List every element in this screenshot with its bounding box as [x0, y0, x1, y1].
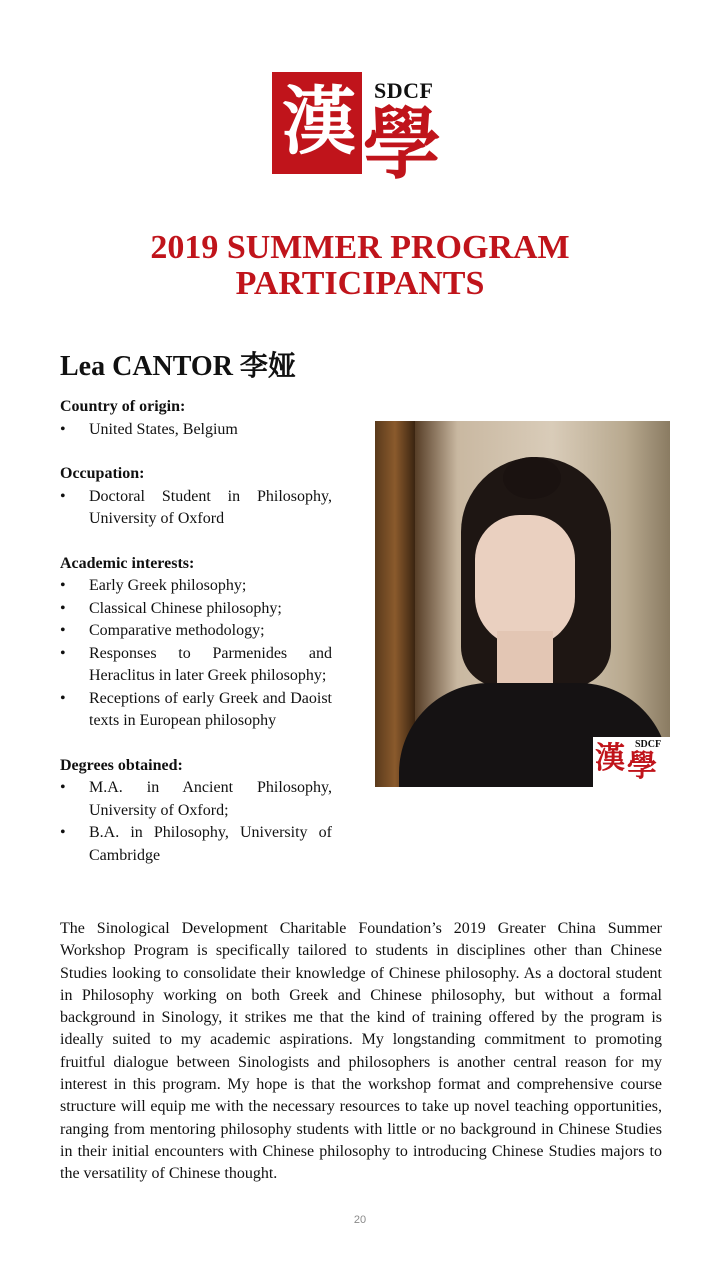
bullet-item: • Classical Chinese philosophy;	[60, 598, 332, 621]
badge-glyph-han: 漢	[595, 741, 625, 776]
bullet-item: • Doctoral Student in Philosophy, University of Oxford	[60, 486, 332, 531]
section-heading: Country of origin:	[60, 398, 186, 415]
page-title	[0, 230, 720, 302]
badge-glyph-xue: 學	[627, 749, 657, 784]
logo-org-text: SDCF	[374, 78, 434, 103]
section-heading: Academic interests:	[60, 554, 195, 572]
photo-face	[475, 515, 575, 647]
bullet-item: • M.A. in Ancient Philosophy, University of Oxford;	[60, 777, 332, 822]
page-number: 20	[353, 1214, 367, 1226]
photo-logo-badge	[593, 737, 670, 787]
statement-paragraph: The Sinological Development Charitable Foundation’s 2019 Greater China Summer Workshop Program is specifically tailored to students in disciplines other than Chinese Studies looking to consolidate their knowledge of Chinese philosophy. As a doctoral student in Philosophy working on both Greek and Chinese philosophy, but without a formal background in Sinology, it strikes me that the kind of training offered by the program is ideally suited to my academic aspirations. My longstanding commitment to promoting fruitful dialogue between Sinologists and philosophers is another central reason for my interest in this program. My hope is that the workshop format and comprehensive course structure will equip me with the necessary resources to take up novel teaching opportunities, ranging from mentoring philosophy students with little or no background in Chinese Studies in their initial encounters with Chinese philosophy to introducing Chinese Studies majors to the versatility of Chinese thought.	[60, 920, 662, 1183]
badge-org-text: SDCF	[635, 739, 662, 750]
participant-photo	[375, 421, 670, 787]
bullet-item: • Responses to Parmenides and Heraclitus in later Greek philosophy;	[60, 643, 332, 688]
bullet-item: • B.A. in Philosophy, University of Cambridge	[60, 822, 332, 867]
logo-glyph-han: 漢	[282, 79, 356, 165]
section-country	[60, 396, 332, 441]
logo-glyph-xue: 學	[362, 99, 441, 190]
bullet-list	[60, 777, 332, 867]
sdcf-logo	[272, 72, 450, 194]
section-occupation	[60, 463, 332, 531]
bullet-item: • Comparative methodology;	[60, 620, 332, 643]
bullet-list	[60, 486, 332, 531]
section-heading: Degrees obtained:	[60, 756, 183, 774]
page-title-line-1: 2019 SUMMER PROGRAM	[150, 229, 570, 266]
participant-info	[60, 396, 332, 889]
bullet-item: • Receptions of early Greek and Daoist texts in European philosophy	[60, 688, 332, 733]
page-title-line-2: PARTICIPANTS	[235, 265, 485, 302]
bullet-list	[60, 575, 332, 733]
participant-name: Lea CANTOR 李娅	[60, 351, 296, 382]
photo-hair-bun	[503, 457, 561, 499]
section-heading: Occupation:	[60, 465, 145, 482]
section-academic-interests	[60, 553, 332, 733]
section-degrees	[60, 755, 332, 868]
bullet-item: • Early Greek philosophy;	[60, 575, 332, 598]
bullet-list	[60, 419, 332, 442]
bullet-item: • United States, Belgium	[60, 419, 332, 442]
